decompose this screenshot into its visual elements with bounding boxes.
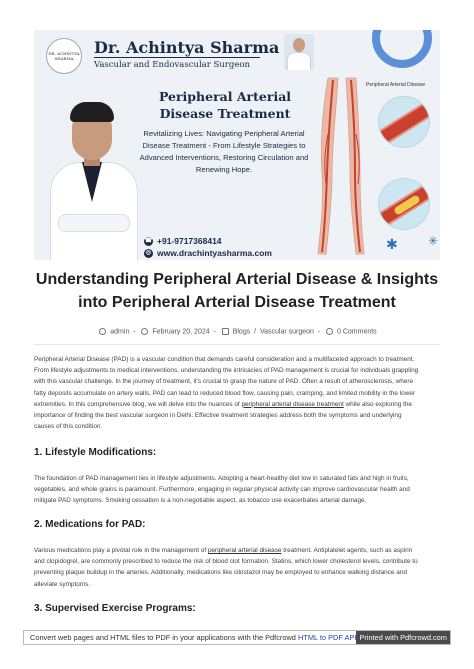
post-category-blogs[interactable]: Blogs [232, 328, 251, 336]
decorative-star-icon: ✳ [428, 234, 439, 248]
clinic-logo [46, 38, 82, 74]
section-heading-medications: 2. Medications for PAD: [34, 519, 146, 530]
banner-title: Peripheral Arterial Disease Treatment [158, 89, 292, 121]
section-heading-lifestyle: 1. Lifestyle Modifications: [34, 447, 157, 458]
article-title: Understanding Peripheral Arterial Disease & Insights into Peripheral Arterial Disease Treatment [35, 271, 439, 311]
post-category-vascular[interactable]: Vascular surgeon [259, 328, 314, 336]
artery-zoom-plaque [378, 178, 430, 230]
doctor-role: Vascular and Endovascular Surgeon [94, 60, 250, 70]
decorative-circle [372, 30, 432, 68]
banner-phone: ☎ +91-9717368414 [144, 236, 222, 246]
hero-banner [34, 30, 440, 260]
artery-zoom-healthy [378, 96, 430, 148]
divider [34, 344, 440, 345]
pdfcrowd-footer: Convert web pages and HTML files to PDF in your applications with the Pdfcrowd HTML to PDF API Printed with Pdfcrowd.com [23, 630, 451, 645]
post-comments[interactable]: 0 Comments [337, 328, 377, 336]
post-date: February 20, 2024 [152, 328, 210, 336]
printed-with-badge[interactable]: Printed with Pdfcrowd.com [356, 631, 450, 644]
doctor-name: Dr. Achintya Sharma [94, 38, 280, 57]
doctor-portrait [44, 96, 144, 260]
folder-icon [222, 328, 229, 335]
legs-artery-illustration [306, 74, 376, 258]
post-meta: admin - February 20, 2024 - Blogs / Vascular surgeon - 0 Comments [0, 328, 474, 335]
diagram-label: Peripheral Arterial Disease [366, 82, 426, 88]
user-icon [99, 328, 106, 335]
comment-icon [326, 328, 333, 335]
banner-website: ◎ www.drachintyasharma.com [145, 248, 272, 258]
pdf-api-link[interactable]: HTML to PDF API [297, 633, 357, 642]
globe-icon: ◎ [145, 250, 152, 257]
intro-paragraph: Peripheral Arterial Disease (PAD) is a vascular condition that demands careful consideration and a multifaceted approach to treatment. From lifestyle adjustments to medical interventions, understanding the intricacies of PAD management is crucial for individuals grappling with this vascular challenge. In the journey of treatment, it's crucial to grasp the nature of PAD. Often a result of atherosclerosis, where fatty deposits accumulate on artery walls, PAD can lead to reduced blood flow, causing pain, cramping, and limited mobility in the lower extremities. In this comprehensive blog, we will delve into the nuances of peripheral arterial disease treatment while also exploring the importance of finding the best vascular surgeon in Delhi. Effective treatment strategies address both the symptoms and underlying causes of this condition. [34, 356, 419, 431]
section-paragraph-medications: Various medications play a pivotal role in the management of peripheral arterial disease treatment. Antiplatelet agents, such as aspirin and clopidogrel, are commonly prescribed to reduce the risk of blood clot formation. Statins, which lower cholesterol levels, contribute to preventing plaque buildup in the arteries. Additionally, medications like cilostazol may be employed to enhance walking distance and alleviate symptoms. [34, 547, 418, 588]
phone-icon: ☎ [144, 238, 153, 245]
logo-text: DR. ACHINTYA SHARMA [48, 51, 80, 61]
section-heading-exercise: 3. Supervised Exercise Programs: [34, 603, 196, 614]
clock-icon [141, 328, 148, 335]
doctor-thumbnail [284, 34, 314, 70]
decorative-star-icon: ✱ [386, 236, 398, 252]
pad-link[interactable]: peripheral arterial disease [207, 547, 282, 554]
banner-subtitle: Revitalizing Lives: Navigating Peripheral Arterial Disease Treatment - From Lifestyle Strategies to Advanced Interventions, Restoring Circulation and Renewing Hope. [139, 129, 309, 174]
pad-treatment-link[interactable]: peripheral arterial disease treatment [241, 400, 344, 408]
post-author[interactable]: admin [110, 328, 130, 336]
section-paragraph-lifestyle: The foundation of PAD management lies in lifestyle adjustments. Adopting a heart-healthy diet low in saturated fats and high in fruits, vegetables, and whole grains is paramount. Furthermore, engaging in regular physical activity can improve cardiovascular health and mitigate PAD symptoms. Smoking cessation is a non-negotiable aspect, as tobacco use exacerbates arterial damage. [34, 475, 410, 505]
name-underline [94, 57, 260, 58]
